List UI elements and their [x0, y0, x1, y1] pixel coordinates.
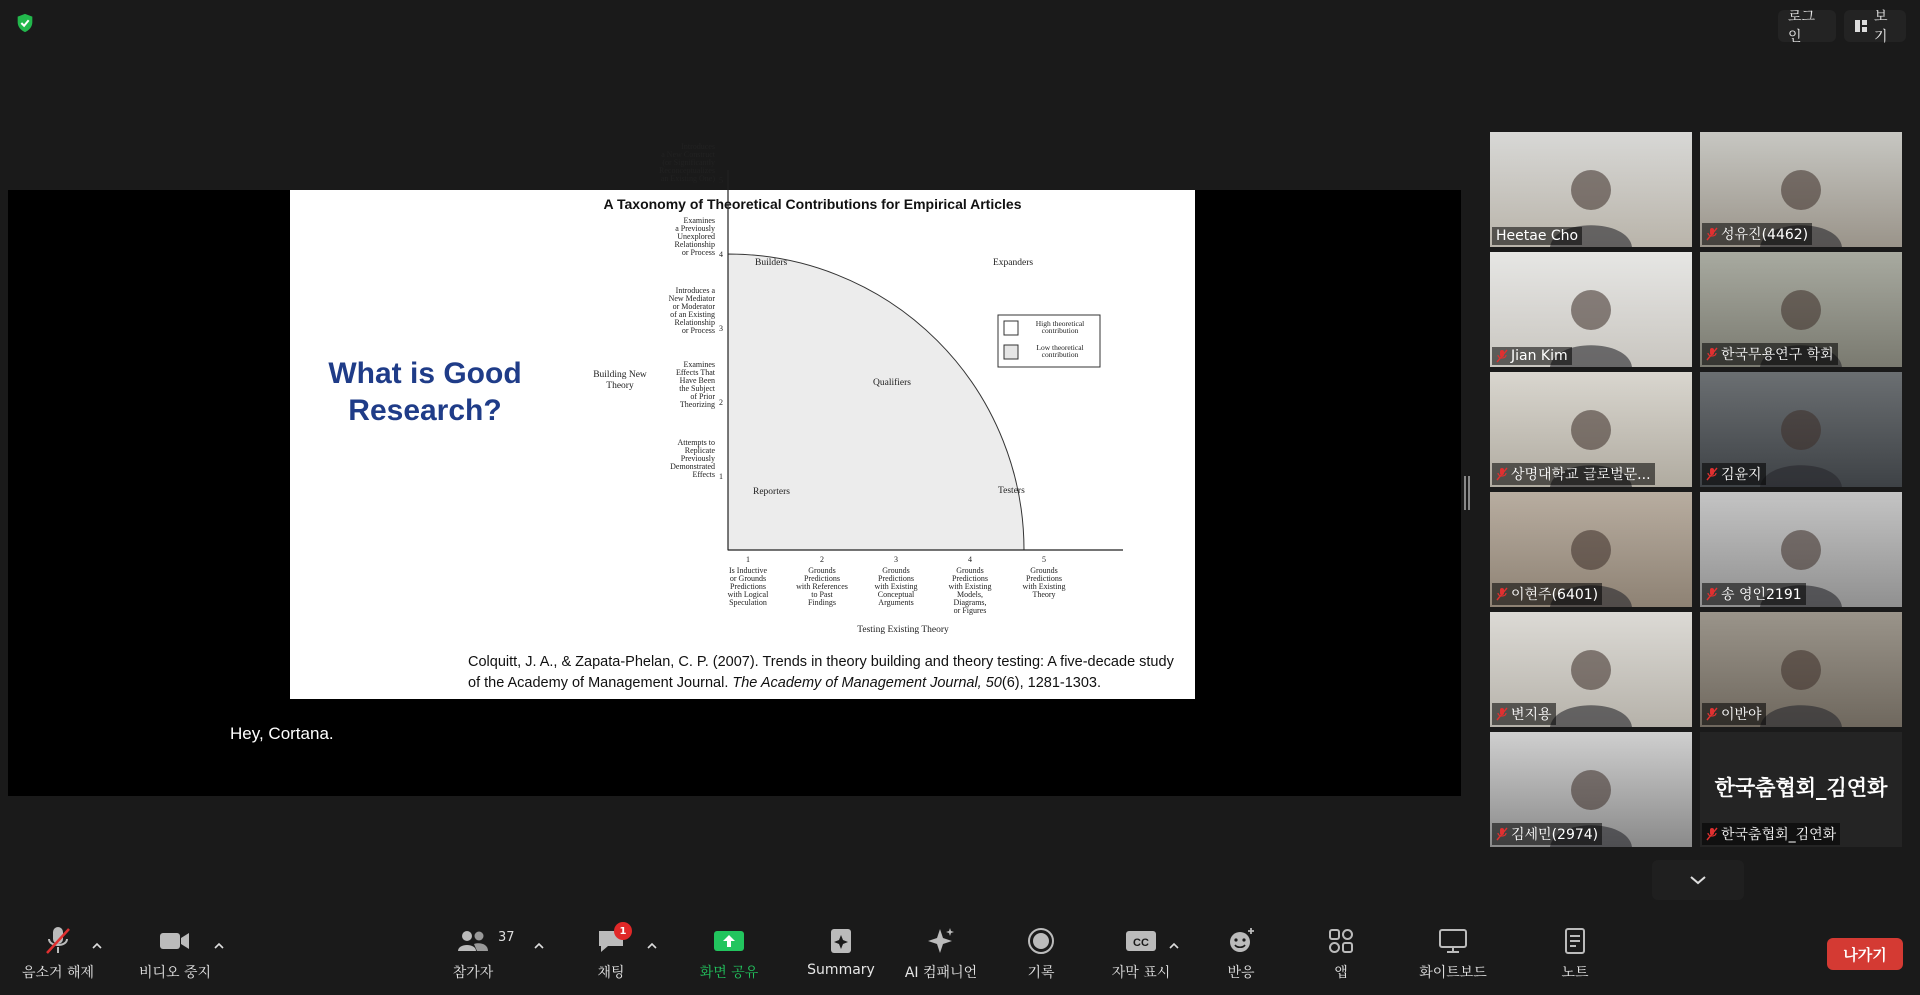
chat-label: 채팅	[597, 965, 625, 981]
login-label: 로그인	[1788, 9, 1816, 45]
x-tick-label-line: Diagrams,	[953, 598, 987, 607]
reactions-label: 반응	[1227, 965, 1255, 981]
x-tick-label-line: Grounds	[1030, 566, 1058, 575]
x-axis-title: Testing Existing Theory	[857, 625, 949, 635]
video-options-caret[interactable]	[212, 938, 226, 952]
live-caption: Hey, Cortana.	[230, 724, 334, 743]
participant-tile[interactable]	[1490, 372, 1692, 487]
participant-tile[interactable]	[1700, 612, 1902, 727]
legend-low-label: contribution	[1041, 350, 1079, 359]
closed-captions-icon	[1125, 929, 1157, 953]
summary-label: Summary	[807, 962, 875, 978]
quadrant-builders: Builders	[755, 258, 788, 268]
x-tick-label-line: Grounds	[956, 566, 984, 575]
y-tick-label-line: Examines	[683, 216, 715, 225]
y-tick-label-line: Examines	[683, 360, 715, 369]
x-tick-label-line: Models,	[957, 590, 983, 599]
participants-button[interactable]	[418, 924, 528, 986]
participant-name-label	[1702, 703, 1766, 725]
chevron-down-icon	[1688, 874, 1708, 886]
chevron-up-icon	[647, 942, 657, 949]
participant-tile[interactable]	[1490, 492, 1692, 607]
y-tick-label-line: of Prior	[690, 392, 715, 401]
microphone-muted-icon	[1496, 467, 1508, 481]
x-tick-2: 2	[820, 555, 824, 564]
whiteboard-label: 화이트보드	[1419, 965, 1487, 981]
x-tick-label-line: Predictions	[878, 574, 914, 583]
participant-tile[interactable]	[1490, 252, 1692, 367]
notes-button[interactable]	[1520, 924, 1630, 986]
apps-button[interactable]	[1286, 924, 1396, 986]
x-tick-5: 5	[1042, 555, 1046, 564]
microphone-muted-icon	[1706, 827, 1718, 841]
whiteboard-icon	[1438, 928, 1468, 954]
x-tick-label-line: or Grounds	[729, 574, 767, 583]
participant-name: 변지용	[1511, 707, 1552, 723]
x-tick-label-line: Speculation	[729, 598, 767, 607]
microphone-muted-icon	[1706, 227, 1718, 241]
quadrant-reporters: Reporters	[753, 487, 790, 497]
participant-name: 송 영인2191	[1721, 587, 1802, 603]
captions-button[interactable]	[1086, 924, 1196, 986]
participant-tile[interactable]	[1700, 732, 1902, 847]
participants-count: 37	[498, 930, 515, 945]
unmute-button[interactable]	[3, 924, 113, 986]
y-tick-4: 4	[719, 250, 723, 259]
y-tick-label-line: Effects That	[675, 368, 715, 377]
x-tick-label-line: Predictions	[730, 582, 766, 591]
participant-name: Heetae Cho	[1496, 228, 1579, 244]
participant-name: 이반야	[1721, 707, 1762, 723]
microphone-muted-icon	[1496, 827, 1508, 841]
y-tick-label-line: Introduces	[681, 142, 715, 151]
participant-tile[interactable]	[1700, 372, 1902, 487]
quadrant-qualifiers: Qualifiers	[873, 378, 911, 388]
participant-name-label	[1702, 223, 1812, 245]
share-screen-button[interactable]	[674, 924, 784, 986]
citation-issue: (6), 1281-1303.	[1001, 675, 1102, 691]
participant-name-label	[1492, 583, 1602, 605]
participant-tile[interactable]	[1700, 252, 1902, 367]
x-tick-label-line: Theory	[1032, 590, 1056, 599]
microphone-muted-icon	[43, 925, 73, 957]
x-tick-label-line: Predictions	[952, 574, 988, 583]
y-tick-label-line: Relationship	[674, 240, 715, 249]
x-tick-4: 4	[968, 555, 972, 564]
x-tick-label-line: to Past	[811, 590, 833, 599]
participant-tile[interactable]	[1700, 132, 1902, 247]
microphone-muted-icon	[1706, 587, 1718, 601]
y-tick-label-line: Effects	[692, 470, 715, 479]
y-tick-label-line: Relationship	[674, 318, 715, 327]
participant-name: 한국무용연구 학회	[1721, 347, 1834, 363]
participant-name: Jian Kim	[1511, 348, 1568, 364]
participant-name: 김세민(2974)	[1511, 827, 1599, 843]
y-tick-label-line: Previously	[680, 454, 715, 463]
svg-text:CC: CC	[1133, 937, 1149, 949]
share-screen-icon	[713, 929, 745, 953]
chat-unread-badge: 1	[614, 922, 632, 940]
participant-name: 이현주(6401)	[1511, 587, 1599, 603]
captions-label: 자막 표시	[1111, 965, 1171, 981]
audio-options-caret[interactable]	[90, 938, 104, 952]
record-button[interactable]	[986, 924, 1096, 986]
whiteboard-button[interactable]	[1398, 924, 1508, 986]
chevron-up-icon	[534, 942, 544, 949]
y-tick-label-line: an Existing One)	[660, 174, 715, 183]
y-tick-label-line: Have Been	[679, 376, 715, 385]
y-tick-label-line: or Process	[681, 248, 715, 257]
y-axis-title-line: Theory	[606, 381, 634, 391]
y-tick-label-line: Attempts to	[677, 438, 715, 447]
x-tick-label-line: Conceptual	[877, 590, 915, 599]
legend-swatch-low	[1004, 345, 1018, 359]
y-tick-label-line: Theorizing	[679, 400, 715, 409]
participant-tile[interactable]	[1490, 732, 1692, 847]
citation-journal: The Academy of Management Journal, 50	[732, 675, 1002, 691]
y-axis-title-line: Building New	[593, 370, 647, 380]
taxonomy-diagram	[290, 142, 1195, 650]
reactions-button[interactable]	[1186, 924, 1296, 986]
ai-companion-label: AI 컴패니언	[904, 965, 978, 981]
participants-label: 참가자	[452, 965, 494, 981]
chat-options-caret[interactable]	[645, 938, 659, 952]
participant-name-label	[1702, 463, 1766, 485]
y-tick-label-line: Introduces a	[675, 286, 715, 295]
participant-tile[interactable]	[1700, 492, 1902, 607]
stop-video-button[interactable]	[120, 924, 230, 986]
citation-text: Colquitt, J. A., & Zapata-Phelan, C. P. (2007). Trends in theory building and theory testing: A five-decade study of the Academy of Management Journal.	[468, 654, 1174, 691]
microphone-muted-icon	[1496, 587, 1508, 601]
notes-icon	[1563, 927, 1587, 955]
participant-name-label	[1702, 343, 1838, 365]
x-tick-label-line: with Existing	[1022, 582, 1066, 591]
participant-name: 성유진(4462)	[1721, 227, 1809, 243]
login-button[interactable]	[1778, 9, 1836, 45]
y-tick-label-line: the Subject	[679, 384, 715, 393]
y-tick-label-line: Unexplored	[677, 232, 715, 241]
x-tick-label-line: Predictions	[1026, 574, 1062, 583]
share-screen-label: 화면 공유	[699, 965, 759, 981]
record-icon	[1027, 927, 1055, 955]
stop-video-label: 비디오 중지	[138, 965, 212, 981]
x-tick-label-line: or Figures	[953, 606, 987, 615]
legend-low-label: Low theoretical	[1036, 343, 1084, 352]
x-tick-label-line: Grounds	[882, 566, 910, 575]
participant-name-label	[1492, 463, 1655, 485]
participant-name: 상명대학교 글로벌문...	[1511, 467, 1651, 483]
participant-name-label	[1492, 703, 1556, 725]
participant-name: 한국춤협회_김연화	[1721, 827, 1837, 843]
y-tick-5: 5	[719, 176, 723, 185]
presentation-slide	[290, 142, 1195, 699]
y-tick-label-line: a New Construct	[661, 150, 715, 159]
participant-name: 김윤지	[1721, 467, 1762, 483]
participant-tile[interactable]	[1490, 132, 1692, 247]
y-tick-label-line: Replicate	[684, 446, 715, 455]
emoji-plus-icon	[1226, 926, 1256, 956]
participants-icon	[456, 929, 490, 953]
video-camera-icon	[159, 930, 191, 952]
participant-name-label	[1492, 227, 1582, 245]
x-tick-label-line: with Logical	[727, 590, 769, 599]
x-tick-label-line: Findings	[807, 598, 837, 607]
ai-sparkle-icon	[926, 926, 956, 956]
x-tick-label-line: Grounds	[808, 566, 836, 575]
participants-options-caret[interactable]	[532, 938, 546, 952]
grid-view-icon	[1854, 19, 1868, 33]
x-tick-label-line: Is Inductive	[729, 566, 767, 575]
microphone-muted-icon	[1706, 467, 1718, 481]
participant-name-label	[1702, 583, 1806, 605]
y-tick-label-line: Demonstrated	[670, 462, 715, 471]
captions-options-caret[interactable]	[1167, 938, 1181, 952]
chevron-up-icon	[1169, 942, 1179, 949]
split-resize-handle[interactable]	[1464, 476, 1470, 510]
quadrant-expanders: Expanders	[993, 258, 1034, 268]
chat-button[interactable]	[556, 924, 666, 986]
summary-sparkle-icon	[828, 927, 854, 955]
microphone-muted-icon	[1706, 707, 1718, 721]
legend-swatch-high	[1004, 321, 1018, 335]
chevron-up-icon	[92, 942, 102, 949]
leave-meeting-button[interactable]: 나가기	[1827, 938, 1903, 970]
x-tick-label-line: Predictions	[804, 574, 840, 583]
unmute-label: 음소거 해제	[21, 965, 95, 981]
record-label: 기록	[1027, 965, 1055, 981]
x-tick-label-line: with Existing	[948, 582, 992, 591]
notes-label: 노트	[1561, 965, 1589, 981]
ai-companion-button[interactable]	[886, 924, 996, 986]
chevron-up-icon	[214, 942, 224, 949]
view-button[interactable]	[1844, 9, 1906, 45]
slide-title: A Taxonomy of Theoretical Contributions for Empirical Articles	[603, 196, 1022, 212]
participant-tile[interactable]	[1490, 612, 1692, 727]
shield-check-icon[interactable]	[14, 12, 36, 34]
legend-high-label: contribution	[1041, 326, 1079, 335]
participant-name-label	[1492, 823, 1602, 845]
y-tick-3: 3	[719, 324, 723, 333]
participant-name-label	[1702, 823, 1840, 845]
y-tick-label-line: of an Existing	[670, 310, 715, 319]
apps-icon	[1328, 928, 1354, 954]
y-tick-label-line: a Previously	[675, 224, 715, 233]
y-tick-label-line: or Process	[681, 326, 715, 335]
participant-display-name: 한국춤협회_김연화	[1714, 776, 1888, 800]
summary-button[interactable]	[786, 924, 896, 986]
slide-citation	[468, 652, 1188, 694]
x-tick-1: 1	[746, 555, 750, 564]
x-tick-label-line: with References	[796, 582, 848, 591]
apps-label: 앱	[1334, 965, 1348, 981]
microphone-muted-icon	[1496, 707, 1508, 721]
slide-heading-line2: Research?	[348, 394, 502, 427]
y-tick-1: 1	[719, 472, 723, 481]
quadrant-testers: Testers	[998, 486, 1025, 496]
view-label: 보기	[1874, 9, 1888, 45]
shared-screen	[8, 142, 1461, 796]
participant-name-label	[1492, 347, 1572, 365]
y-tick-2: 2	[719, 398, 723, 407]
high-contribution-region	[728, 254, 1024, 550]
slide-heading-line1: What is Good	[328, 357, 522, 390]
meeting-toolbar	[0, 918, 1920, 995]
microphone-muted-icon	[1706, 347, 1718, 361]
x-tick-label-line: with Existing	[874, 582, 918, 591]
gallery-scroll-button[interactable]	[1652, 860, 1744, 900]
y-tick-label-line: (or Significantly	[662, 158, 715, 167]
x-tick-label-line: Arguments	[878, 598, 914, 607]
y-tick-label-line: New Mediator	[668, 294, 715, 303]
legend-high-label: High theoretical	[1035, 319, 1085, 328]
microphone-muted-icon	[1496, 349, 1508, 363]
y-tick-label-line: Reconceptualizes	[659, 166, 715, 175]
x-tick-3: 3	[894, 555, 898, 564]
y-tick-label-line: or Moderator	[672, 302, 715, 311]
